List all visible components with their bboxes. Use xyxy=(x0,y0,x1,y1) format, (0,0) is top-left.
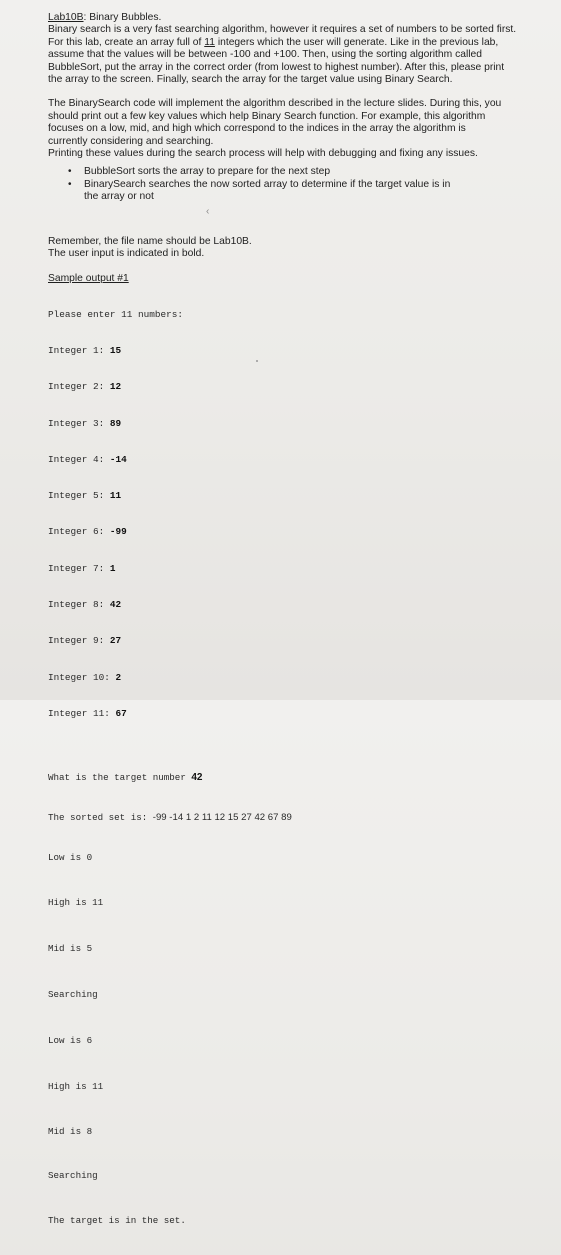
sample-console-output xyxy=(48,285,548,745)
user-input: 27 xyxy=(109,635,122,647)
user-input: 11 xyxy=(109,490,122,502)
paragraph-line: Printing these values during the search process will help with debugging and fixing any issues. xyxy=(48,148,478,160)
input-line: Integer 5: 11 xyxy=(48,490,122,502)
user-input: 42 xyxy=(191,772,203,784)
input-line: Integer 1: 15 xyxy=(48,344,122,356)
input-line: Integer 8: 42 xyxy=(48,598,122,610)
array-size: 11 xyxy=(204,36,215,48)
trace-line: High is 11 xyxy=(48,897,104,909)
trace-line: The target is in the set. xyxy=(48,1215,186,1227)
list-item-text: the array or not xyxy=(84,191,154,203)
trace-line: Searching xyxy=(48,989,98,1001)
paragraph-line: focuses on a low, mid, and high which correspond to the indices in the array the algorithm is xyxy=(48,123,466,135)
intro-line xyxy=(48,37,548,49)
sorted-line: The sorted set is: -99 -14 1 2 11 12 15 27 42 67 89 xyxy=(48,812,292,824)
trace-line: High is 11 xyxy=(48,1081,104,1093)
user-input: -99 xyxy=(109,526,127,538)
assignment-title xyxy=(48,12,548,24)
lab-title: : Binary Bubbles. xyxy=(83,12,162,23)
user-input: 89 xyxy=(109,417,122,429)
paragraph-line: should print out a few key values which help Binary Search function. For example, this algorithm xyxy=(48,110,486,122)
intro-line: Binary search is a very fast searching algorithm, however it requires a set of numbers to be sorted first. xyxy=(48,24,517,36)
list-item xyxy=(84,179,548,204)
input-line: Integer 11: 67 xyxy=(48,707,127,719)
user-input: 42 xyxy=(109,598,122,610)
paragraph-line: The BinarySearch code will implement the algorithm described in the lecture slides. During this, you xyxy=(48,98,502,110)
intro-paragraph xyxy=(48,24,548,86)
input-line: Integer 6: -99 xyxy=(48,526,127,538)
trace-line: Low is 0 xyxy=(48,852,93,864)
user-input: 15 xyxy=(109,344,122,356)
intro-text: integers which the user will generate. Like in the previous lab, xyxy=(214,36,499,48)
intro-line: assume that the values will be between -100 and +100. Then, using the sorting algorithm called xyxy=(48,49,482,61)
reminder-line: The user input is indicated in bold. xyxy=(48,248,205,260)
lab-label: Lab10B xyxy=(48,12,84,23)
intro-text: For this lab, create an array full of xyxy=(48,36,205,48)
reminder xyxy=(48,236,548,261)
speck-icon xyxy=(256,360,258,362)
user-input: 67 xyxy=(115,707,127,719)
paragraph-line: currently considering and searching. xyxy=(48,135,214,147)
input-line: Integer 10: 2 xyxy=(48,671,122,683)
trace-line: Searching xyxy=(48,1170,98,1182)
input-line: Integer 2: 12 xyxy=(48,381,122,393)
input-line: Integer 3: 89 xyxy=(48,417,122,429)
user-input: 2 xyxy=(115,671,122,683)
user-input: -14 xyxy=(109,453,127,465)
list-item-text: • BinarySearch searches the now sorted array to determine if the target value is in xyxy=(84,178,451,190)
search-trace xyxy=(48,747,548,1255)
trace-line: Mid is 8 xyxy=(48,1126,93,1138)
input-line: Integer 7: 1 xyxy=(48,562,116,574)
sorted-values: -99 -14 1 2 11 12 15 27 42 67 89 xyxy=(152,812,292,824)
target-line: What is the target number 42 xyxy=(48,772,203,784)
trace-line: Mid is 5 xyxy=(48,943,93,955)
intro-line: the array to the screen. Finally, search the array for the target value using Binary Search. xyxy=(48,74,453,86)
input-line: Integer 9: 27 xyxy=(48,635,122,647)
user-input: 1 xyxy=(109,562,116,574)
steps-list xyxy=(48,166,548,203)
cursor-mark-icon: ‹ xyxy=(206,206,210,217)
list-item: • BubbleSort sorts the array to prepare for the next step xyxy=(84,166,548,178)
intro-line: BubbleSort, put the array in the correct order (from lowest to highest number). After this, please print xyxy=(48,61,505,73)
assignment-page xyxy=(48,12,548,1255)
binary-search-paragraph xyxy=(48,98,548,160)
input-line: Integer 4: -14 xyxy=(48,453,127,465)
sample-output-heading: Sample output #1 xyxy=(48,272,129,284)
prompt-line: Please enter 11 numbers: xyxy=(48,308,184,320)
trace-line: Low is 6 xyxy=(48,1035,93,1047)
user-input: 12 xyxy=(109,381,122,393)
reminder-line: Remember, the file name should be Lab10B. xyxy=(48,235,252,247)
